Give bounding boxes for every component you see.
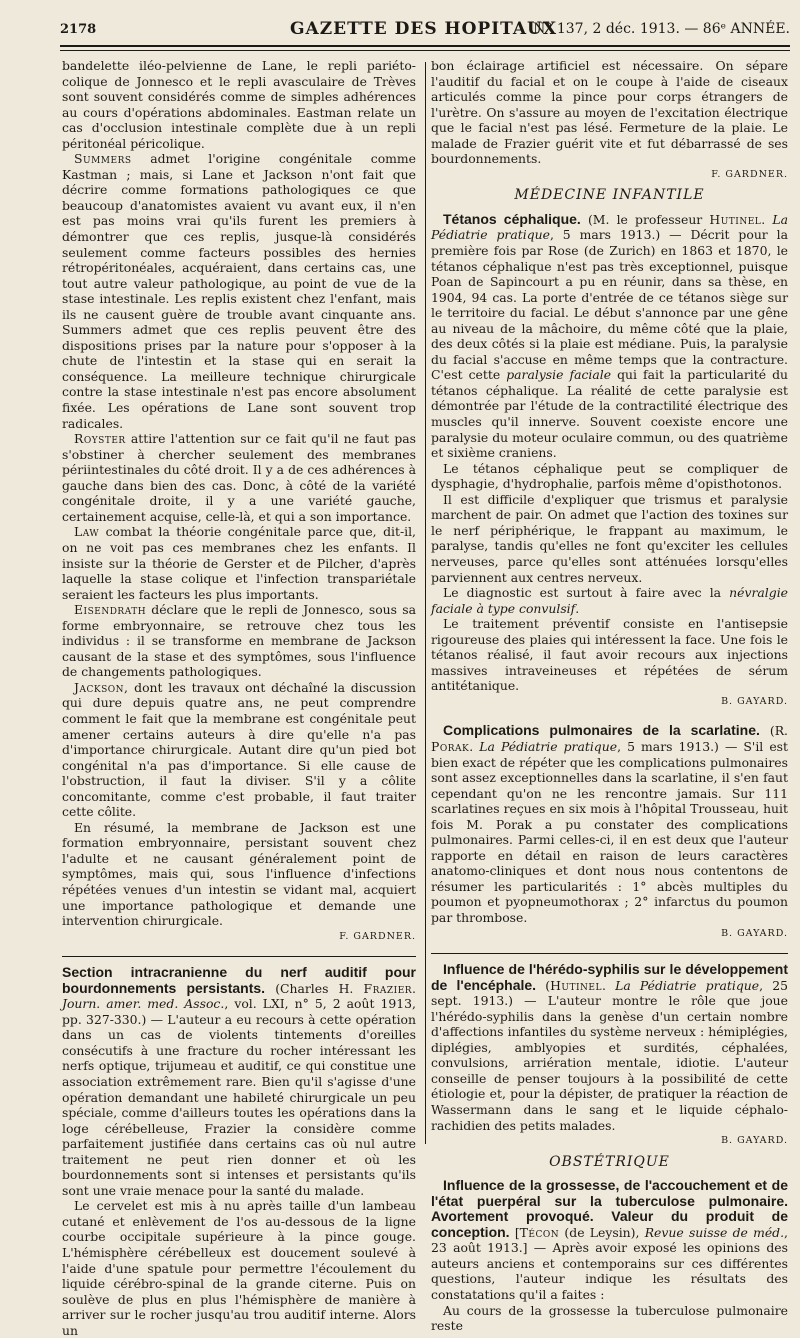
author-name: Jackson, <box>74 679 129 695</box>
signature: F. GARDNER. <box>711 168 788 180</box>
italic-term: paralysie faciale <box>506 367 612 383</box>
paragraph-text: attire l'attention sur ce fait qu'il ne faut pas s'obstiner à chercher seulement des membranes périintestinales du côté droit. Il y a de ces adhérences à gauche dans bien des cas. Donc, à côté de la variété congénitale droite, il y a une variété gauche, certainement acquise, celle-là, et qui a son importance. <box>62 431 416 524</box>
paragraph-text: En résumé, la membrane de Jackson est une formation embryonnaire, persistant souvent chez l'adulte et ne causant généralement point de symptômes, mais qui, sous l'influence d'infections répétées venues d'un intestin se vidant mal, acquiert une importance pathologique et demande une intervention chirurgicale. <box>62 819 416 929</box>
signature: F. GARDNER. <box>339 930 416 942</box>
paragraph <box>431 616 788 709</box>
article-tetanos <box>431 212 788 461</box>
author-name: Hutinel <box>709 211 762 227</box>
article-title: Influence de l'hérédo-syphilis sur le développement de l'encéphale. <box>431 961 788 993</box>
signature: B. GAYARD. <box>721 1135 788 1147</box>
section-heading-obstetrique: OBSTÉTRIQUE <box>549 1153 670 1170</box>
paragraph-text: déclare que le repli de Jonnesco, sous sa forme embryonnaire, se retrouve chez tous les individus : il se transforme en membrane de Jackson causant de la stase et des symptômes, sous l'influence de changements pathologiques. <box>62 602 416 680</box>
header-rule-thin <box>60 50 790 51</box>
ref-text: . <box>412 980 416 996</box>
paragraph <box>62 431 416 524</box>
section-heading-medecine-infantile: MÉDECINE INFANTILE <box>514 187 705 204</box>
author-name: Técon <box>519 1224 560 1240</box>
author-name: Hutinel <box>550 977 602 993</box>
paragraph-text: combat la théorie congénitale parce que, dit-il, on ne voit pas ces membranes chez les enfants. Il insiste sur la théorie de Gerster et de Pilcher, d'après laquelle la stase colique et l'infection transpariétale seraient les facteurs les plus importants. <box>62 524 416 602</box>
ref-text: . <box>761 211 773 227</box>
author-name: Royster <box>74 431 126 447</box>
paragraph: Il est difficile d'expliquer que trismus et paralysie marchent de pair. On admet que l'action des toxines sur le nerf périphérique, le frappant au maximum, le paralyse, tandis qu'elles ne font qu'exciter les cellules nerveuses, parce qu'elles sont atténuées lorsqu'elles parviennent aux centres nerveux. <box>431 491 788 585</box>
paragraph-text: , 5 mars 1913.) — Décrit pour la première fois par Rose (de Zurich) en 1863 et 1870, le tétanos céphalique n'est pas très exceptionnel, puisque Poan de Sapincourt a pu en réunir, dans sa thèse, en 1904, 94 cas. La porte d'entrée de ce tétanos siège sur le territoire du facial. Le début s'annonce par une gêne au niveau de la mâchoire, du même côté que la plaie, des deux côtés si la plaie est médiane. Puis, la paralysie du facial s'accuse en même temps que la contracture. C'est cette <box>431 227 788 383</box>
journal-name: Revue suisse de méd. <box>644 1224 785 1240</box>
article-title: Section intracranienne du nerf auditif pour bourdonnements persistants. <box>62 964 416 996</box>
article-title: Tétanos céphalique. <box>443 210 581 227</box>
journal-name: La Pédiatrie pratique <box>479 738 618 754</box>
author-name: Porak <box>431 738 470 754</box>
author-name: Law <box>74 524 100 540</box>
article-heredo-syphilis <box>431 962 788 1149</box>
article-title: Complications pulmonaires de la scarlatine. <box>443 722 760 739</box>
ref-text: (Charles H. <box>265 980 364 996</box>
article-frazier <box>62 965 416 1198</box>
italic-term: névralgie faciale à type convulsif <box>431 585 788 616</box>
paragraph <box>62 820 416 944</box>
paragraph-text: , 23 août 1913.] — Après avoir exposé les opinions des auteurs anciens et contemporains sur ces différentes questions, l'auteur indique les résultats des constatations qu'il a faites : <box>431 1224 788 1303</box>
author-name: Summers <box>74 151 132 167</box>
paragraph <box>62 151 416 431</box>
paragraph <box>62 680 416 820</box>
paragraph: Le cervelet est mis à nu après taille d'un lambeau cutané et enlèvement de l'os au-dessous de la ligne courbe occipitale supérieure à la pince gouge. L'hémisphère cérébelleux est doucement soulevé à l'aide d'une spatule pour permettre l'écoulement du liquide cérébro-spinal de la grande citerne. Puis on soulève de plus en plus l'hémisphère de manière à arriver sur le rocher jusqu'au trou auditif interne. Alors un <box>62 1198 416 1338</box>
paragraph-text: admet l'origine congénitale comme Kastman ; mais, si Lane et Jackson n'ont fait que décrire comme formations pathologiques ce que beaucoup d'anatomistes avaient vu avant eux, il n'en est pas moins vrai qu'ils furent les premiers à démontrer que ces replis, jusque-là considérés seulement comme facteurs possibles des hernies rétropéritonéales, acquéraient, dans certains cas, une tout autre valeur pathologique, au point de vue de la stase intestinale. Les replis existent chez l'enfant, mais ils ne causent guère de trouble avant cinquante ans. Summers admet que ces replis peuvent être des dispositions prises par la nature pour s'opposer à la chute de l'intestin et la stase qui en serait la conséquence. La meilleure technique chirurgicale contre la stase intestinale n'est pas encore absolument fixée. Les opérations de Lane sont souvent trop radicales. <box>62 151 416 431</box>
paragraph-text: , vol. LXI, n° 5, 2 août 1913, pp. 327-330.) — L'auteur a eu recours à cette opération dans un cas de violents tintements d'oreilles consécutifs à une fracture du rocher intéressant les nerfs optique, trijumeau et auditif, ce qui constitue une association extrêmement rare. Bien qu'il s'agisse d'une opération demandant une habileté chirurgicale un peu spéciale, comme d'ailleurs toutes les opérations dans la loge cérébelleuse, Frazier la considère comme parfaitement justifiée dans certains cas où nul autre traitement ne peut rien donner et où les bourdonnements sont si intenses et persistants qu'ils sont une vraie menace pour la santé du malade. <box>62 996 416 1198</box>
ref-text: . <box>469 738 480 754</box>
author-name: Frazier <box>363 980 413 996</box>
ref-text: (M. le professeur <box>580 211 710 227</box>
ref-text: . <box>601 977 616 993</box>
article-tuberculose <box>431 1178 788 1302</box>
ref-text: (de Leysin), <box>559 1224 645 1240</box>
left-column <box>62 58 416 1338</box>
journal-title: GAZETTE DES HOPITAUX <box>290 19 558 39</box>
paragraph-text: , 5 mars 1913.) — S'il est bien exact de répéter que les complications pulmonaires sont assez exceptionnelles dans la scarlatine, il s'en faut cependant qu'on ne les rencontre jamais. Sur 111 scarlatines reçues en six mois à l'hôpital Trousseau, huit fois M. Porak a pu constater des complications pulmonaires. Parmi celles-ci, il en est deux que l'auteur rapporte en détail en raison de leurs caractères anatomo-cliniques et dont nous nous contentons de résumer les particularités : 1° abcès multiples du poumon et pyopneumothorax ; 2° infarctus du poumon par thrombose. <box>431 738 788 925</box>
paragraph <box>431 58 788 182</box>
paragraph-text: . <box>575 600 580 616</box>
issue-info: N° 137, 2 déc. 1913. — 86ᵉ ANNÉE. <box>533 21 790 37</box>
paragraph-text: Le traitement préventif consiste en l'antisepsie rigoureuse des plaies qui intéressent la face. Une fois le tétanos réalisé, il faut avoir recours aux injections massives intraveineuses et répétées de sérum antitétanique. <box>431 616 788 694</box>
article-title: Influence de la grossesse, de l'accouchement et de l'état puerpéral sur la tuberculose pulmonaire. Avortement provoqué. Valeur du produit de conception. <box>431 1177 788 1240</box>
header-rule-thick <box>60 45 790 47</box>
journal-name: La Pédiatrie pratique <box>615 977 760 993</box>
paragraph-text: dont les travaux ont déchaîné la discussion qui dure depuis quatre ans, ne peut comprendre comment le fait que la membrane est congénitale peut amener certains auteurs à dire qu'elle n'a pas d'importance chirurgicale. Autant dire qu'un pied bot congénital n'a pas d'importance. Si elle cause de l'obstruction, il faut la diviser. S'il y a côlite concomitante, comme c'est probable, il faut traiter cette côlite. <box>62 679 416 820</box>
page-number: 2178 <box>60 22 97 37</box>
paragraph-text: qui fait la particularité du tétanos céphalique. La réalité de cette paralysie est démontrée par l'étude de la contractilité électrique des muscles qu'il innerve. Souvent coexiste encore une paralysie du moteur oculaire commun, ou des quatrième et sixième craniens. <box>431 367 789 461</box>
paragraph: Au cours de la grossesse la tuberculose pulmonaire reste <box>431 1302 788 1334</box>
author-name: Eisendrath <box>74 602 147 618</box>
journal-name: Journ. amer. med. Assoc. <box>62 996 225 1012</box>
right-column <box>431 58 788 1334</box>
column-divider <box>425 62 426 1144</box>
paragraph <box>62 602 416 680</box>
paragraph: bandelette iléo-pelvienne de Lane, le repli pariéto-colique de Jonnesco et le repli avasculaire de Trèves sont souvent considérés comme de simples adhérences au cours d'opérations abdominales. Eastman relate un cas d'occlusion intestinale complète due à un repli péritonéal péricolique. <box>62 58 416 151</box>
journal-name: La Pédiatrie pratique <box>431 211 788 243</box>
signature: B. GAYARD. <box>721 927 788 939</box>
paragraph-text: bon éclairage artificiel est nécessaire. On sépare l'auditif du facial et on le coupe à l'aide de ciseaux articulés comme la pince pour corps étrangers de l'urètre. On s'assure au moyen de l'excitation électrique que le facial n'est pas lésé. Fermeture de la plaie. Le malade de Frazier guérit vite et fut débarrassé de ses bourdonnements. <box>431 58 788 167</box>
paragraph-text: , 25 sept. 1913.) — L'auteur montre le rôle que joue l'hérédo-syphilis dans la genèse d'un certain nombre d'affections infantiles du système nerveux : hémiplégies, diplégies, amblyopies et surdités, céphalées, convulsions, arriération mentale, idiotie. L'auteur conseille de penser toujours à la possibilité de cette étiologie et, pour la dépister, de pratiquer la réaction de Wassermann dans le sang et le liquide céphalo-rachidien des petits malades. <box>431 977 788 1133</box>
article-scarlatine <box>431 723 788 941</box>
page-header <box>60 16 790 42</box>
paragraph-text: Le diagnostic est surtout à faire avec la <box>443 585 730 601</box>
signature: B. GAYARD. <box>721 695 788 707</box>
ref-text: ( <box>536 977 551 993</box>
ref-text: (R. <box>759 723 788 739</box>
paragraph: Le tétanos céphalique peut se compliquer de dysphagie, d'hydrophalie, parfois même d'opisthotonos. <box>431 460 788 492</box>
paragraph <box>431 585 788 616</box>
paragraph <box>62 524 416 602</box>
ref-text: [ <box>509 1224 520 1240</box>
